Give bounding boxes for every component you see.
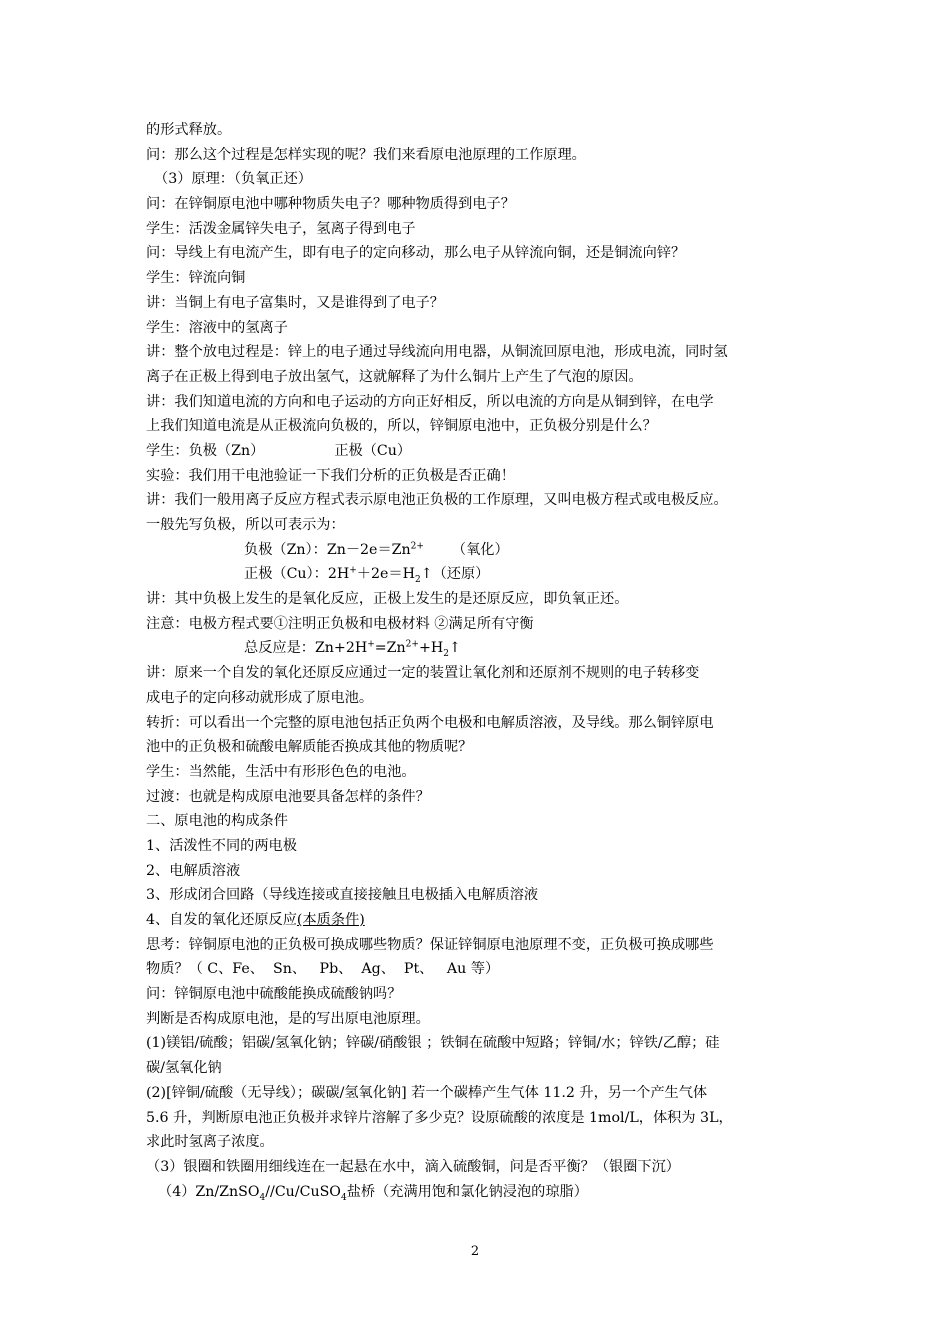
text-line: 碳/氢氧化钠 [146,1060,222,1077]
equation-note: ↑（还原） [420,566,490,583]
list-item: 2、电解质溶液 [146,862,241,879]
text-line: (1)镁铝/硫酸；铝碳/氢氧化钠；锌碳/硝酸银 ；铁铜在硫酸中短路；锌铜/水；锌铁/乙醇；硅 [146,1035,720,1052]
text-line: 注意：电极方程式要①注明正负极和电极材料 ②满足所有守衡 [146,615,534,632]
text-line: 讲：我们知道电流的方向和电子运动的方向正好相反，所以电流的方向是从铜到锌，在电学 [146,393,714,410]
equation-text: 正极（Cu）：2H [244,566,350,583]
page-number: 2 [470,1244,480,1259]
underlined-note: (本质条件) [296,912,365,928]
list-item [146,908,826,933]
text-line: 实验：我们用干电池验证一下我们分析的正负极是否正确！ [146,467,515,484]
student-positive-electrode: 正极（Cu） [334,442,412,459]
equation-total [146,636,826,661]
text-line: （3）原理：（负氧正还） [154,171,312,188]
equation-negative [146,538,826,563]
text-line: 求此时氢离子浓度。 [146,1134,274,1151]
equation-text: +H [418,640,444,657]
text-line: 5.6 升，判断原电池正负极并求锌片溶解了多少克？设原硫酸的浓度是 1mol/L，体积为 3L， [146,1109,733,1126]
equation-text: =Zn [374,640,406,657]
subscript: 2 [443,649,449,660]
document-body [146,118,826,1204]
text-line: 学生：当然能，生活中有形形色色的电池。 [146,763,416,780]
subscript: 4 [340,1192,347,1203]
text-line: 学生：活泼金属锌失电子，氢离子得到电子 [146,220,416,237]
equation-text: （4）Zn/ZnSO [158,1183,260,1200]
text-line: 转折：可以看出一个完整的原电池包括正负两个电极和电解质溶液，及导线。那么铜锌原电 [146,714,714,731]
text-line: 学生：溶液中的氢离子 [146,319,288,336]
text-line: 讲：其中负极上发生的是氧化反应，正极上发生的是还原反应，即负氧正还。 [146,591,629,608]
equation-text: ＋2e＝H [356,566,415,583]
text-line [146,1180,826,1205]
section-heading: 二、原电池的构成条件 [146,813,288,830]
text-line: 池中的正负极和硫酸电解质能否换成其他的物质呢？ [146,739,473,756]
superscript: 2+ [405,639,419,650]
superscript: + [367,639,375,650]
equation-text: ↑ [448,640,461,657]
equation-text: 盐桥（充满用饱和氯化钠浸泡的琼脂） [346,1183,588,1200]
subscript: 4 [259,1192,266,1203]
text-line: 学生：锌流向铜 [146,270,246,287]
text-line: 问：那么这个过程是怎样实现的呢？我们来看原电池原理的工作原理。 [146,146,586,163]
subscript: 2 [414,575,421,586]
superscript: + [349,565,357,576]
equation-text: 总反应是：Zn+2H [244,640,368,657]
text-line: 思考：锌铜原电池的正负极可换成哪些物质？保证锌铜原电池原理不变，正负极可换成哪些 [146,936,714,953]
text-line: 问：锌铜原电池中硫酸能换成硫酸钠吗？ [146,986,402,1003]
text-line: 讲：整个放电过程是：锌上的电子通过导线流向用电器，从铜流回原电池，形成电流，同时氢 [146,344,728,361]
text-line: 讲：我们一般用离子反应方程式表示原电池正负极的工作原理，又叫电极方程式或电极反应。 [146,492,728,509]
equation-text: 负极（Zn）：Zn－2e＝Zn [244,541,411,558]
text-line: 讲：原来一个自发的氧化还原反应通过一定的装置让氧化剂和还原剂不规则的电子转移变 [146,665,700,682]
list-item-text: 4、自发的氧化还原反应 [146,912,297,928]
text-line: 物质？（ C、Fe、 Sn、 Pb、 Ag、 Pt、 Au 等） [146,961,500,978]
text-line: 一般先写负极，所以可表示为： [146,517,345,533]
text-line: 上我们知道电流是从正极流向负极的，所以，锌铜原电池中，正负极分别是什么？ [146,418,657,435]
text-line: 离子在正极上得到电子放出氢气，这就解释了为什么铜片上产生了气泡的原因。 [146,368,643,385]
superscript: 2+ [410,540,424,551]
text-line: 过渡：也就是构成原电池要具备怎样的条件？ [146,788,430,805]
list-item: 1、活泼性不同的两电极 [146,837,297,854]
student-negative-electrode: 学生：负极（Zn） [146,442,265,459]
text-line: 讲：当铜上有电子富集时，又是谁得到了电子？ [146,294,444,311]
list-item: 3、形成闭合回路（导线连接或直接接触且电极插入电解质溶液 [146,887,539,904]
equation-positive [146,562,826,587]
equation-note: （氧化） [451,541,509,558]
text-line: 判断是否构成原电池，是的写出原电池原理。 [146,1010,430,1027]
text-line: 的形式释放。 [146,122,232,138]
text-line: 问：导线上有电流产生，即有电子的定向移动，那么电子从锌流向铜，还是铜流向锌？ [146,245,686,262]
text-line [146,439,826,464]
text-line: 成电子的定向移动就形成了原电池。 [146,689,374,706]
text-line: (2)[锌铜/硫酸（无导线）；碳碳/氢氧化钠] 若一个碳棒产生气体 11.2 升，另一个产生气体 [146,1084,708,1101]
text-line: （3）银圈和铁圈用细线连在一起悬在水中，滴入硫酸铜，问是否平衡？（银圈下沉） [146,1158,680,1175]
equation-text: //Cu/CuSO [265,1183,341,1200]
text-line: 问：在锌铜原电池中哪种物质失电子？哪种物质得到电子？ [146,196,515,213]
